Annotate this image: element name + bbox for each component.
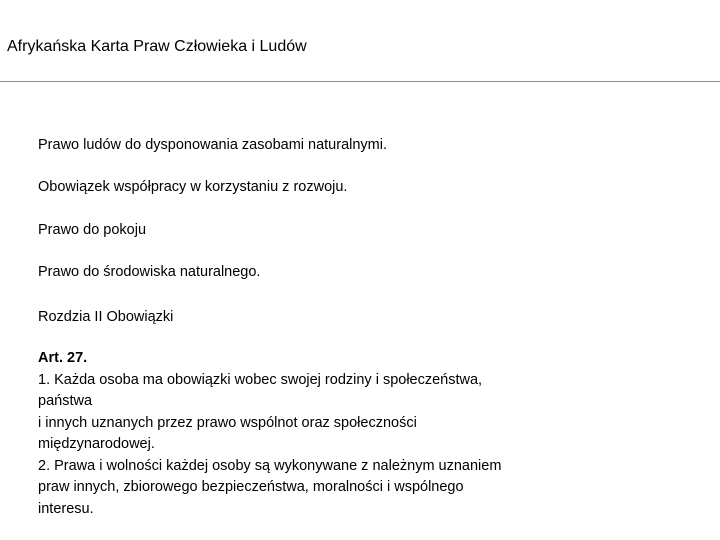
- paragraph-chapter: Rozdzia II Obowiązki: [38, 309, 174, 325]
- paragraph-environment: Prawo do środowiska naturalnego.: [38, 264, 261, 280]
- article-line: praw innych, zbiorowego bezpieczeństwa, moralności i wspólnego: [38, 479, 464, 495]
- paragraph-cooperation: Obowiązek współpracy w korzystaniu z rozwoju.: [38, 179, 348, 195]
- article-line: państwa: [38, 393, 93, 409]
- article-line: 2. Prawa i wolności każdej osoby są wykonywane z należnym uznaniem: [38, 457, 502, 474]
- paragraph-peace: Prawo do pokoju: [38, 222, 147, 238]
- title-divider: [0, 81, 720, 82]
- article-line: międzynarodowej.: [38, 436, 155, 452]
- article-27: [38, 348, 578, 520]
- article-line: interesu.: [38, 500, 94, 517]
- paragraph-resources: Prawo ludów do dysponowania zasobami naturalnymi.: [38, 137, 387, 153]
- slide-title: Afrykańska Karta Praw Człowieka i Ludów: [7, 38, 307, 55]
- article-heading: Art. 27.: [38, 350, 88, 366]
- article-line: 1. Każda osoba ma obowiązki wobec swojej rodziny i społeczeństwa,: [38, 371, 483, 388]
- article-line: i innych uznanych przez prawo wspólnot oraz społeczności: [38, 414, 417, 431]
